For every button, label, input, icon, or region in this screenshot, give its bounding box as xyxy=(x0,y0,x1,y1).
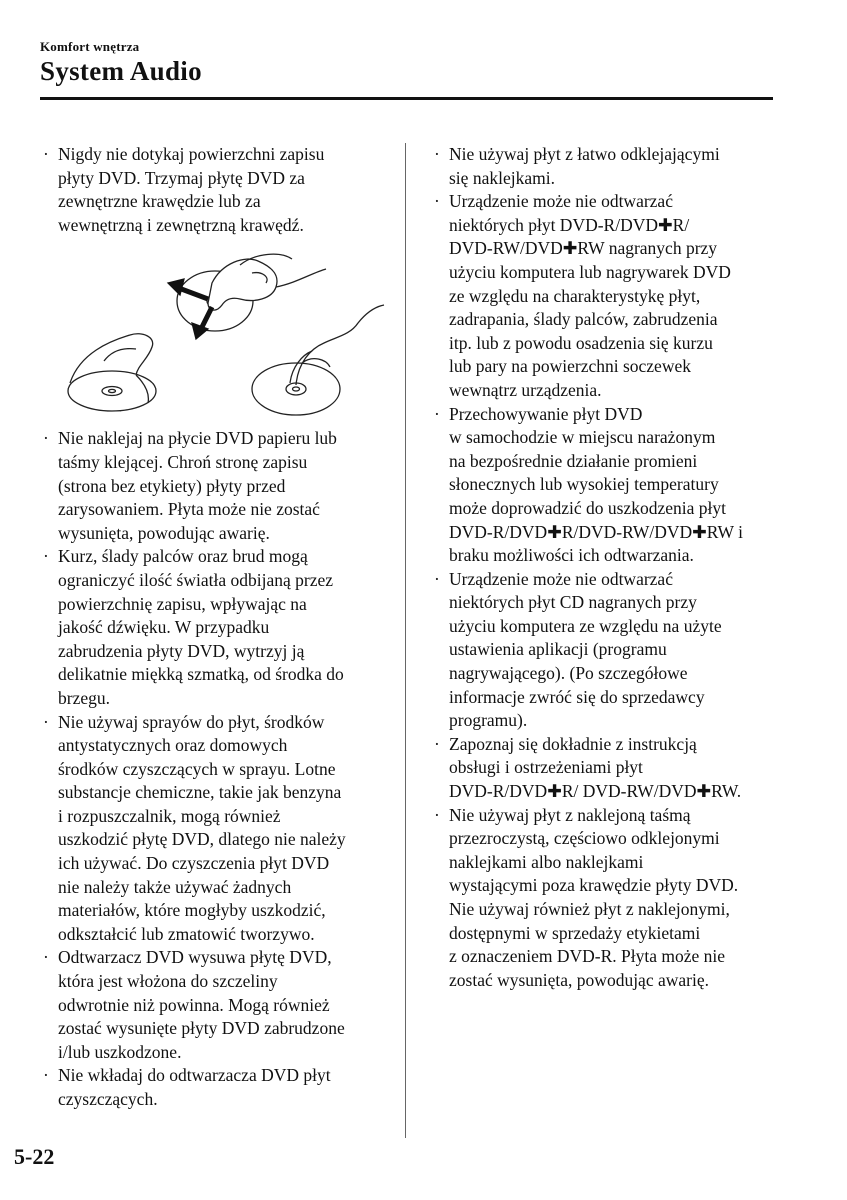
bullet-item xyxy=(40,946,398,1064)
bullet-item xyxy=(40,711,398,947)
bullet-item xyxy=(40,143,398,237)
bullet-mark: · xyxy=(43,428,49,449)
page-title: System Audio xyxy=(40,56,202,86)
bullet-item xyxy=(40,545,398,710)
bullet-mark: · xyxy=(43,1065,49,1086)
left-column xyxy=(40,143,398,1112)
bullet-item xyxy=(431,190,776,402)
bullet-item xyxy=(431,568,776,733)
bullet-item xyxy=(40,1064,398,1111)
bullet-text: Urządzenie może nie odtwarzać niektórych płyt DVD-R/DVD✚R/ DVD-RW/DVD✚RW nagranych przy użyciu komputera lub nagrywarek DVD ze względu na charakterystykę płyt, zadrapania, ślady palców, zabrudzenia itp. lub z powodu osadzenia się kurzu lub pary na powierzchni soczewek wewnątrz urządzenia. xyxy=(449,191,731,400)
bullet-mark: · xyxy=(434,568,440,589)
left-items-after-figure xyxy=(40,427,398,1111)
dvd-handling-figure xyxy=(40,243,398,421)
bullet-item xyxy=(431,733,776,804)
bullet-mark: · xyxy=(43,546,49,567)
title-rule xyxy=(40,97,773,100)
bullet-mark: · xyxy=(434,403,440,424)
right-column xyxy=(431,143,776,992)
bullet-text: Nie używaj płyt z łatwo odklejającymi się naklejkami. xyxy=(449,144,720,188)
bullet-mark: · xyxy=(434,733,440,754)
page-number: 5-22 xyxy=(14,1144,55,1169)
bullet-text: Zapoznaj się dokładnie z instrukcją obsługi i ostrzeżeniami płyt DVD-R/DVD✚R/ DVD-RW/DVD✚RW. xyxy=(449,733,742,802)
bullet-mark: · xyxy=(434,804,440,825)
bullet-text: Kurz, ślady palców oraz brud mogą ograniczyć ilość światła odbijaną przez powierzchnię zapisu, wpływając na jakość dźwięku. W przypadku zabrudzenia płyty DVD, wytrzyj ją delikatnie miękką szmatką, od środka do brzegu. xyxy=(58,546,344,708)
bullet-text: Nigdy nie dotykaj powierzchni zapisu płyty DVD. Trzymaj płytę DVD za zewnętrzne krawędzie lub za wewnętrzną i zewnętrzną krawędź. xyxy=(58,144,325,235)
bullet-mark: · xyxy=(43,144,49,164)
bullet-text: Przechowywanie płyt DVD w samochodzie w miejscu narażonym na bezpośrednie działanie promieni słonecznych lub wysokiej temperatury może doprowadzić do uszkodzenia płyt DVD-R/DVD✚R/DVD-RW/DVD✚RW i braku możliwości ich odtwarzania. xyxy=(449,403,743,566)
bullet-text: Urządzenie może nie odtwarzać niektórych płyt CD nagranych przy użyciu komputera ze względu na użyte ustawienia aplikacji (programu nagrywającego). (Po szczegółowe informacje zwróć się do sprzedawcy programu). xyxy=(449,568,722,731)
bullet-text: Nie używaj sprayów do płyt, środków antystatycznych oraz domowych środków czyszczących w sprayu. Lotne substancje chemiczne, takie jak benzyna i rozpuszczalnik, mogą również uszkodzić płytę DVD, dlatego nie należy ich używać. Do czyszczenia płyt DVD nie należy także używać żadnych materiałów, które mogłyby uszkodzić, odkształcić lub zmatowić tworzywo. xyxy=(58,711,346,944)
bullet-item xyxy=(431,403,776,568)
bullet-mark: · xyxy=(434,144,440,164)
held-disc-icon xyxy=(68,371,156,411)
bullet-text: Nie używaj płyt z naklejoną taśmą przezroczystą, częściowo odklejonymi naklejkami albo naklejkami wystającymi poza krawędzie płyty DVD. Nie używaj również płyt z naklejonymi, dostępnymi w sprzedaży etykietami z oznaczeniem DVD-R. Płyta może nie zostać wysunięta, powodując awarię. xyxy=(449,804,739,990)
column-divider xyxy=(405,143,406,1138)
bullet-item xyxy=(40,427,398,545)
bullet-mark: · xyxy=(43,947,49,968)
bullet-item xyxy=(431,143,776,190)
bullet-item xyxy=(431,804,776,993)
bullet-mark: · xyxy=(43,711,49,732)
bullet-text: Nie wkładaj do odtwarzacza DVD płyt czyszczących. xyxy=(58,1065,331,1109)
left-items-before-figure xyxy=(40,143,398,237)
bullet-mark: · xyxy=(434,191,440,212)
bullet-text: Nie naklejaj na płycie DVD papieru lub taśmy klejącej. Chroń stronę zapisu (strona bez etykiety) płyty przed zarysowaniem. Płyta może nie zostać wysunięta, powodując awarię. xyxy=(58,428,337,543)
center-held-disc-icon xyxy=(252,363,340,415)
dvd-handling-illustration-icon xyxy=(40,243,398,421)
bullet-text: Odtwarzacz DVD wysuwa płytę DVD, która jest włożona do szczeliny odwrotnie niż powinna. Mogą również zostać wysunięte płyty DVD zabrudzone i/lub uszkodzone. xyxy=(58,947,345,1062)
section-label: Komfort wnętrza xyxy=(40,39,140,54)
